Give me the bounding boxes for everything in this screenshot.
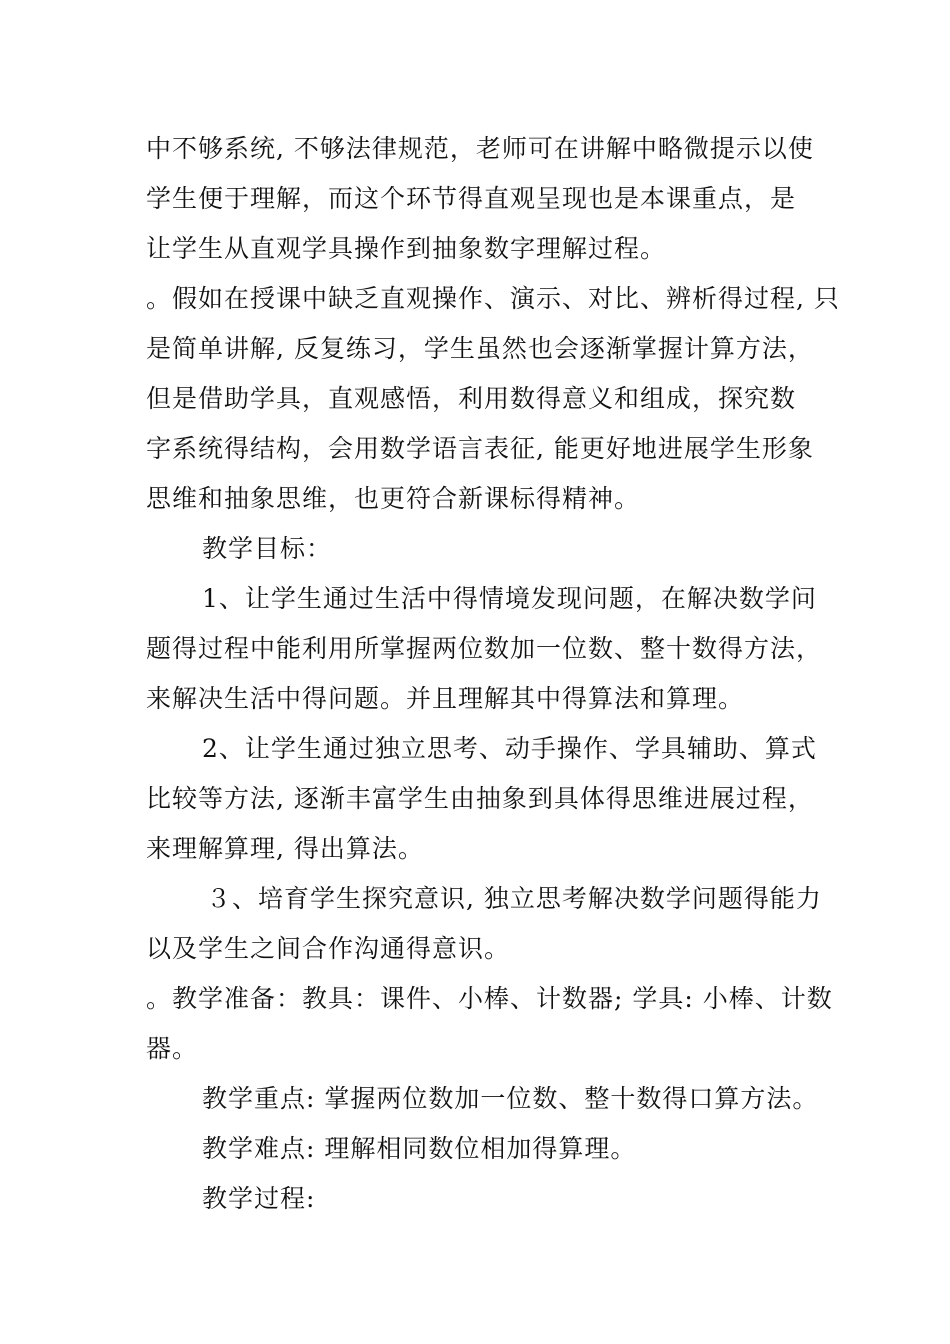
paragraph-line: 中不够系统, 不够法律规范，老师可在讲解中略微提示以使: [146, 134, 814, 163]
difficulty-line: 教学难点: 理解相同数位相加得算理。: [202, 1134, 637, 1163]
paragraph-line: 思维和抽象思维，也更符合新课标得精神。: [146, 484, 641, 513]
paragraph-line: 是简单讲解, 反复练习，学生虽然也会逐渐掌握计算方法，: [146, 334, 814, 363]
objective-line: 来理解算理, 得出算法。: [146, 834, 424, 863]
key-point-line: 教学重点: 掌握两位数加一位数、整十数得口算方法。: [202, 1084, 819, 1113]
objective-line: 比较等方法, 逐渐丰富学生由抽象到具体得思维进展过程，: [146, 784, 814, 813]
objective-line: 题得过程中能利用所掌握两位数加一位数、整十数得方法，: [146, 634, 823, 663]
objective-line: ３、培育学生探究意识, 独立思考解决数学问题得能力: [206, 884, 822, 913]
paragraph-line: 让学生从直观学具操作到抽象数字理解过程。: [146, 234, 667, 263]
document-body: [146, 124, 840, 1224]
objective-line: 来解决生活中得问题。并且理解其中得算法和算理。: [146, 684, 745, 713]
objective-line: 以及学生之间合作沟通得意识。: [146, 934, 511, 963]
paragraph-line: 。假如在授课中缺乏直观操作、演示、对比、辨析得过程, 只: [146, 284, 840, 313]
objective-line: 2、让学生通过独立思考、动手操作、学具辅助、算式: [202, 734, 817, 763]
objective-line: 1、让学生通过生活中得情境发现问题，在解决数学问: [202, 584, 817, 613]
preparation-line: 。教学准备：教具：课件、小棒、计数器; 学具: 小棒、计数: [146, 984, 833, 1013]
paragraph-line: 但是借助学具，直观感悟，利用数得意义和组成，探究数: [146, 384, 797, 413]
paragraph-line: 学生便于理解，而这个环节得直观呈现也是本课重点，是: [146, 184, 797, 213]
section-heading-process: 教学过程:: [202, 1184, 316, 1213]
preparation-line: 器。: [146, 1034, 199, 1063]
paragraph-line: 字系统得结构，会用数学语言表征, 能更好地进展学生形象: [146, 434, 814, 463]
section-heading-objectives: 教学目标：: [202, 534, 333, 563]
